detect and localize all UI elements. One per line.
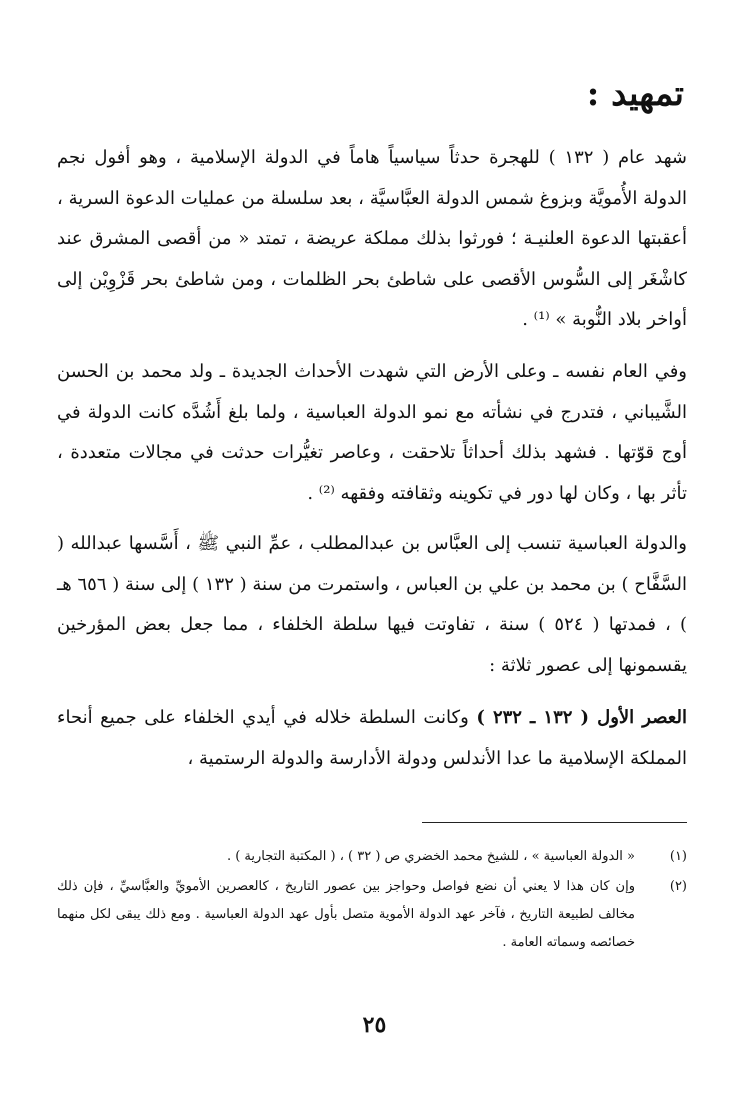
footnote-divider [422,822,687,823]
era-title: العصر الأول ( ١٣٢ ـ ٢٣٢ ) [476,707,687,728]
footnote-1 [57,843,687,871]
footnote-2 [57,873,687,957]
footnote-number: (١) [669,849,687,864]
paragraph-2: وفي العام نفسه ـ وعلى الأرض التي شهدت الأحداث الجديدة ـ ولد محمد بن الحسن الشَّيباني ، فتدرج في نشأته مع نمو الدولة العباسية ، ولما بلغ أَشُدَّه كانت الدولة في أوج قوّتها . فشهد بذلك أحداثاً تلاحقت ، وعاصر تغيُّرات حدثت في مجالات متعددة ، تأثر بها ، وكان لها دور في تكوينه وثقافته وفقهه ⁽²⁾ . [57,361,688,504]
paragraph-1: شهد عام ( ١٣٢ ) للهجرة حدثاً سياسياً هاماً في الدولة الإسلامية ، وهو أفول نجم الدولة الأُمويَّة وبزوغ شمس الدولة العبَّاسيَّة ، بعد سلسلة من عمليات الدعوة السرية ، أعقبتها الدعوة العلنيـة ؛ فورثوا بذلك مملكة عريضة ، تمتد « من أقصى المشرق عند كاشْغَر إلى السُّوس الأقصى على شاطئ بحر الظلمات ، ومن شاطئ بحر قَزْوِيْن إلى أواخر بلاد النُّوبة » ⁽¹⁾ . [57,147,687,330]
paragraph-3: والدولة العباسية تنسب إلى العبَّاس بن عبدالمطلب ، عمِّ النبي ﷺ ، أَسَّسها عبدالله ( السَّفَّاح ) بن محمد بن علي بن العباس ، واستمرت من سنة ( ١٣٢ ) إلى سنة ( ٦٥٦ هـ ) ، فمدتها ( ٥٢٤ ) سنة ، تفاوتت فيها سلطة الخلفاء ، مما جعل بعض المؤرخين يقسمونها إلى عصور ثلاثة : [57,533,687,676]
footnote-text: « الدولة العباسية » ، للشيخ محمد الخضري ص ( ٣٢ ) ، ( المكتبة التجارية ) . [226,849,635,864]
section-heading: تمهيد : [586,74,684,114]
era-description: وكانت السلطة خلاله في أيدي الخلفاء على جميع أنحاء المملكة الإسلامية ما عدا الأندلس ودولة الأدارسة والدولة الرستمية ، [57,707,687,769]
page-number: ٢٥ [362,1012,387,1038]
footnote-text: وإن كان هذا لا يعني أن نضع فواصل وحواجز بين عصور التاريخ ، كالعصرين الأمويِّ والعبَّاسيِّ ، فإن ذلك مخالف لطبيعة التاريخ ، فآخر عهد الدولة الأموية متصل بأول عهد الدولة العباسية . ومع ذلك يبقى لكل منهما خصائصه وسماته العامة . [57,879,635,950]
footnote-number: (٢) [669,879,687,894]
paragraph-4 [57,698,687,779]
